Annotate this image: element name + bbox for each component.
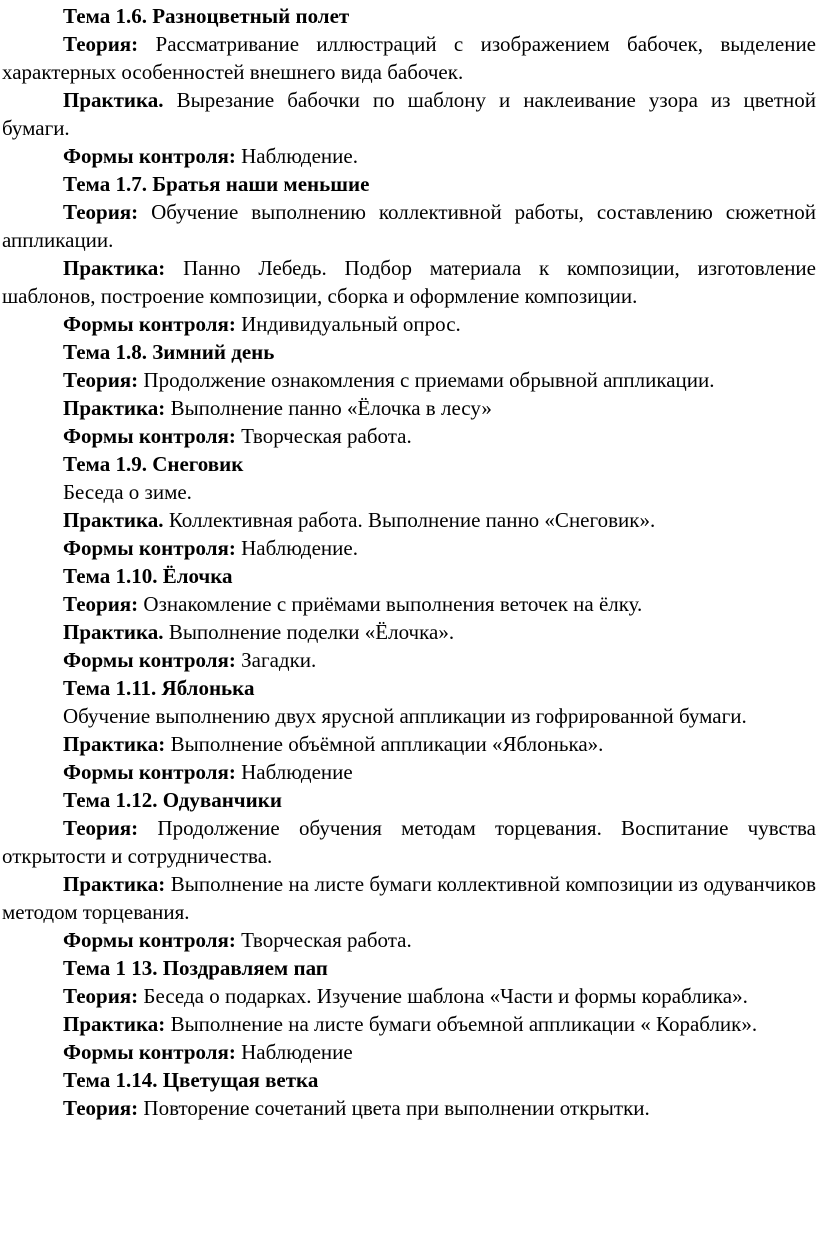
paragraph-text: Панно Лебедь. Подбор материала к композиции, изготовление шаблонов, построение композиции, сборка и оформление композиции. <box>2 256 816 308</box>
paragraph-text: Беседа о зиме. <box>63 480 192 504</box>
paragraph-text: Выполнение панно «Ёлочка в лесу» <box>165 396 492 420</box>
practice-paragraph <box>2 394 816 422</box>
paragraph-label: Формы контроля: <box>63 536 236 560</box>
practice-paragraph <box>2 870 816 926</box>
paragraph-text: Загадки. <box>235 648 317 672</box>
control-paragraph <box>2 758 816 786</box>
intro-paragraph <box>2 702 816 730</box>
paragraph-text: Продолжение ознакомления с приемами обрывной аппликации. <box>138 368 715 392</box>
practice-paragraph <box>2 618 816 646</box>
paragraph-text: Рассматривание иллюстраций с изображением бабочек, выделение характерных особенностей внешнего вида бабочек. <box>2 32 816 84</box>
theory-paragraph <box>2 366 816 394</box>
paragraph-text: Выполнение на листе бумаги коллективной композиции из одуванчиков методом торцевания. <box>2 872 816 924</box>
paragraph-label: Формы контроля: <box>63 928 236 952</box>
paragraph-label: Практика: <box>63 872 166 896</box>
control-paragraph <box>2 1038 816 1066</box>
practice-paragraph <box>2 86 816 142</box>
paragraph-label: Практика. <box>63 88 164 112</box>
paragraph-label: Теория: <box>63 592 139 616</box>
paragraph-label: Формы контроля: <box>63 648 236 672</box>
section-heading: Тема 1.6. Разноцветный полет <box>63 4 350 28</box>
section-heading: Тема 1.7. Братья наши меньшие <box>63 172 370 196</box>
intro-paragraph <box>2 478 816 506</box>
paragraph-text: Беседа о подарках. Изучение шаблона «Части и формы кораблика». <box>138 984 748 1008</box>
paragraph-text: Выполнение объёмной аппликации «Яблонька». <box>165 732 604 756</box>
paragraph-text: Повторение сочетаний цвета при выполнении открытки. <box>138 1096 650 1120</box>
section-heading: Тема 1.8. Зимний день <box>63 340 275 364</box>
control-paragraph <box>2 646 816 674</box>
theory-paragraph <box>2 982 816 1010</box>
paragraph-label: Практика: <box>63 256 166 280</box>
paragraph-text: Наблюдение. <box>235 144 358 168</box>
paragraph-label: Формы контроля: <box>63 760 236 784</box>
paragraph-label: Теория: <box>63 1096 139 1120</box>
paragraph-label: Теория: <box>63 816 139 840</box>
control-paragraph <box>2 310 816 338</box>
paragraph-label: Теория: <box>63 32 139 56</box>
section-heading: Тема 1.9. Снеговик <box>63 452 244 476</box>
section-heading: Тема 1.11. Яблонька <box>63 676 255 700</box>
paragraph-text: Выполнение поделки «Ёлочка». <box>163 620 455 644</box>
section-heading: Тема 1.14. Цветущая ветка <box>63 1068 319 1092</box>
section-heading: Тема 1.10. Ёлочка <box>63 564 233 588</box>
paragraph-text: Наблюдение <box>235 1040 353 1064</box>
paragraph-label: Практика: <box>63 732 166 756</box>
paragraph-label: Теория: <box>63 368 139 392</box>
theory-paragraph <box>2 814 816 870</box>
paragraph-text: Ознакомление с приёмами выполнения веточек на ёлку. <box>138 592 643 616</box>
paragraph-label: Теория: <box>63 200 139 224</box>
practice-paragraph <box>2 506 816 534</box>
section-heading: Тема 1.12. Одуванчики <box>63 788 282 812</box>
theory-paragraph <box>2 590 816 618</box>
paragraph-text: Творческая работа. <box>235 928 412 952</box>
paragraph-label: Практика: <box>63 396 166 420</box>
control-paragraph <box>2 534 816 562</box>
practice-paragraph <box>2 254 816 310</box>
paragraph-text: Вырезание бабочки по шаблону и наклеивание узора из цветной бумаги. <box>2 88 816 140</box>
paragraph-text: Творческая работа. <box>235 424 412 448</box>
paragraph-text: Наблюдение <box>235 760 353 784</box>
paragraph-label: Практика. <box>63 508 164 532</box>
paragraph-label: Формы контроля: <box>63 424 236 448</box>
paragraph-text: Обучение выполнению коллективной работы, составлению сюжетной аппликации. <box>2 200 816 252</box>
theory-paragraph <box>2 198 816 254</box>
paragraph-label: Теория: <box>63 984 139 1008</box>
paragraph-label: Практика: <box>63 1012 166 1036</box>
paragraph-text: Продолжение обучения методам торцевания. Воспитание чувства открытости и сотрудничества. <box>2 816 816 868</box>
paragraph-label: Формы контроля: <box>63 1040 236 1064</box>
theory-paragraph <box>2 1094 816 1122</box>
practice-paragraph <box>2 1010 816 1038</box>
control-paragraph <box>2 422 816 450</box>
theory-paragraph <box>2 30 816 86</box>
paragraph-label: Формы контроля: <box>63 144 236 168</box>
paragraph-text: Выполнение на листе бумаги объемной аппликации « Кораблик». <box>165 1012 758 1036</box>
control-paragraph <box>2 142 816 170</box>
paragraph-text: Индивидуальный опрос. <box>235 312 461 336</box>
paragraph-text: Коллективная работа. Выполнение панно «Снеговик». <box>163 508 656 532</box>
paragraph-label: Практика. <box>63 620 164 644</box>
paragraph-text: Наблюдение. <box>235 536 358 560</box>
practice-paragraph <box>2 730 816 758</box>
section-heading: Тема 1 13. Поздравляем пап <box>63 956 328 980</box>
paragraph-text: Обучение выполнению двух ярусной аппликации из гофрированной бумаги. <box>63 704 747 728</box>
control-paragraph <box>2 926 816 954</box>
paragraph-label: Формы контроля: <box>63 312 236 336</box>
